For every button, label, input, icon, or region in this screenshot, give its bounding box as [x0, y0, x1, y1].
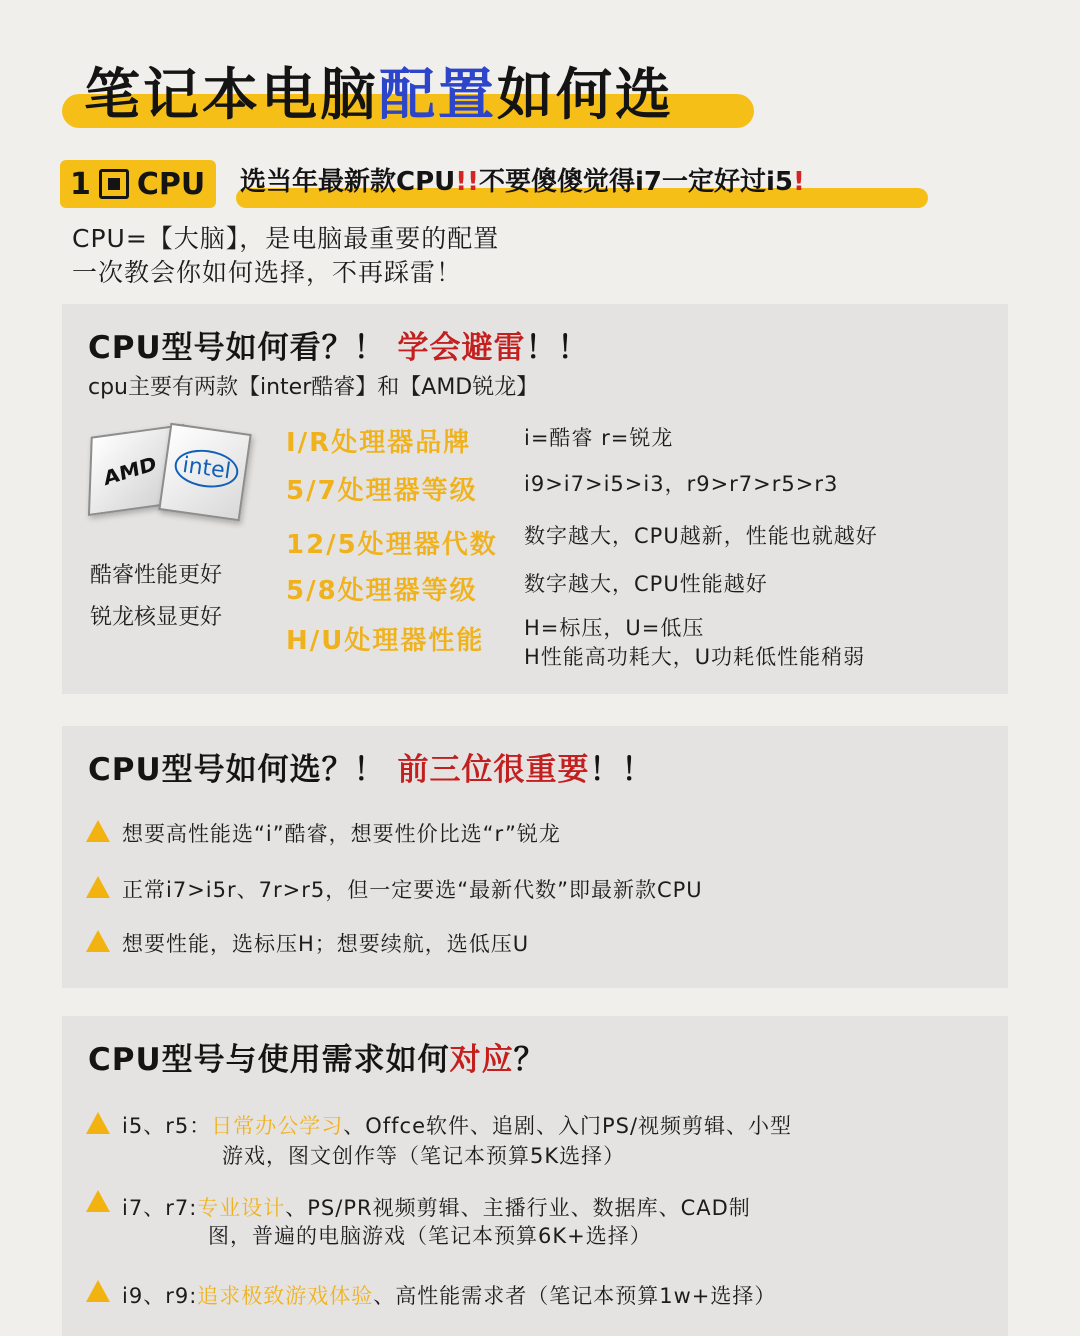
- card1-title-red: 学会避雷: [397, 330, 526, 366]
- bullet-triangle-icon: [86, 1190, 110, 1212]
- tagline-part2: 不要傻傻觉得i7一定好过i5: [478, 167, 793, 197]
- bullet-3: 想要性能，选标压H；想要续航，选低压U: [122, 932, 530, 956]
- usage-item-1-cont: 游戏，图文创作等（笔记本预算5K选择）: [222, 1144, 626, 1168]
- cpu-chip-icon: [99, 169, 129, 199]
- card3-title-end: ？: [513, 1042, 546, 1078]
- spec-value-performance-2: H性能高功耗大，U功耗低性能稍弱: [524, 645, 866, 669]
- intro-line2: 一次教会你如何选择，不再踩雷！: [72, 258, 463, 287]
- spec-value-level: i9>i7>i5>i3，r9>r7>r5>r3: [524, 472, 839, 496]
- spec-label-grade: 5/8处理器等级: [286, 576, 478, 606]
- spec-value-brand: i=酷睿 r=锐龙: [524, 426, 674, 450]
- brand-note-amd: 锐龙核显更好: [90, 605, 223, 630]
- bullet-triangle-icon: [86, 1112, 110, 1134]
- spec-label-level: 5/7处理器等级: [286, 476, 478, 506]
- card2-title-red: 前三位很重要: [397, 752, 590, 788]
- bullet-triangle-icon: [86, 1280, 110, 1302]
- title-part2: 如何选: [497, 63, 674, 128]
- usage-item-3-rest: 、高性能需求者（笔记本预算1w+选择）: [373, 1284, 777, 1308]
- intel-logo-text: intel: [172, 446, 241, 492]
- title-accent: 配置: [379, 63, 497, 128]
- usage-item-2-cont: 图，普遍的电脑游戏（笔记本预算6K+选择）: [208, 1224, 652, 1248]
- amd-logo-text: AMD: [102, 451, 158, 491]
- card2-title-main: CPU型号如何选？！: [88, 752, 386, 788]
- card1-title-end: ！！: [525, 330, 590, 366]
- section-number: 1: [70, 166, 91, 202]
- card1-subtitle: cpu主要有两款【inter酷睿】和【AMD锐龙】: [88, 375, 539, 400]
- spec-label-generation: 12/5处理器代数: [286, 530, 498, 560]
- spec-value-generation: 数字越大，CPU越新，性能也就越好: [524, 524, 878, 548]
- page-title: [84, 56, 674, 136]
- card3-title-red: 对应: [449, 1042, 514, 1078]
- usage-item-1: [122, 1110, 792, 1140]
- usage-item-2: [122, 1192, 751, 1222]
- intel-chip-image: [158, 423, 251, 522]
- usage-item-3-prefix: i9、r9:: [122, 1284, 198, 1308]
- cpu-section-badge: [60, 160, 216, 208]
- tagline-part1: 选当年最新款CPU: [240, 167, 456, 197]
- card-cpu-usage-mapping: [62, 1016, 1008, 1336]
- usage-item-2-rest: 、PS/PR视频剪辑、主播行业、数据库、CAD制: [285, 1196, 751, 1220]
- intro-line1: CPU=【大脑】，是电脑最重要的配置: [72, 224, 500, 253]
- usage-item-1-rest: 、Offce软件、追剧、入门PS/视频剪辑、小型: [343, 1114, 793, 1138]
- usage-item-2-prefix: i7、r7:: [122, 1196, 198, 1220]
- card3-title: [88, 1034, 546, 1079]
- card1-title: [88, 322, 589, 367]
- card-cpu-model-reading: [62, 304, 1008, 694]
- card3-title-main: CPU型号与使用需求如何: [88, 1042, 450, 1078]
- spec-value-performance: H=标压，U=低压: [524, 616, 705, 640]
- card1-title-main: CPU型号如何看？！: [88, 330, 386, 366]
- intro-text: [72, 222, 499, 290]
- card2-title-end: ！！: [589, 752, 654, 788]
- spec-label-brand: I/R处理器品牌: [286, 428, 472, 458]
- bullet-triangle-icon: [86, 930, 110, 952]
- usage-item-3-highlight: 追求极致游戏体验: [197, 1284, 374, 1308]
- tagline-excl1: !!: [455, 167, 479, 197]
- bullet-triangle-icon: [86, 820, 110, 842]
- brand-note-intel: 酷睿性能更好: [90, 563, 223, 588]
- usage-item-2-highlight: 专业设计: [197, 1196, 286, 1220]
- section-label: CPU: [136, 166, 206, 202]
- tagline-excl2: !: [792, 167, 805, 197]
- bullet-1: 想要高性能选“i”酷睿，想要性价比选“r”锐龙: [122, 822, 561, 846]
- spec-label-performance: H/U处理器性能: [286, 626, 485, 656]
- title-part1: 笔记本电脑: [84, 63, 379, 128]
- usage-item-1-highlight: 日常办公学习: [211, 1114, 344, 1138]
- bullet-triangle-icon: [86, 876, 110, 898]
- card2-title: [88, 744, 653, 789]
- bullet-2: 正常i7>i5r、7r>r5，但一定要选“最新代数”即最新款CPU: [122, 878, 703, 902]
- usage-item-1-prefix: i5、r5：: [122, 1114, 212, 1138]
- spec-value-grade: 数字越大，CPU性能越好: [524, 572, 768, 596]
- card-cpu-model-choose: [62, 726, 1008, 988]
- usage-item-3: [122, 1280, 776, 1310]
- cpu-tagline: [240, 162, 805, 202]
